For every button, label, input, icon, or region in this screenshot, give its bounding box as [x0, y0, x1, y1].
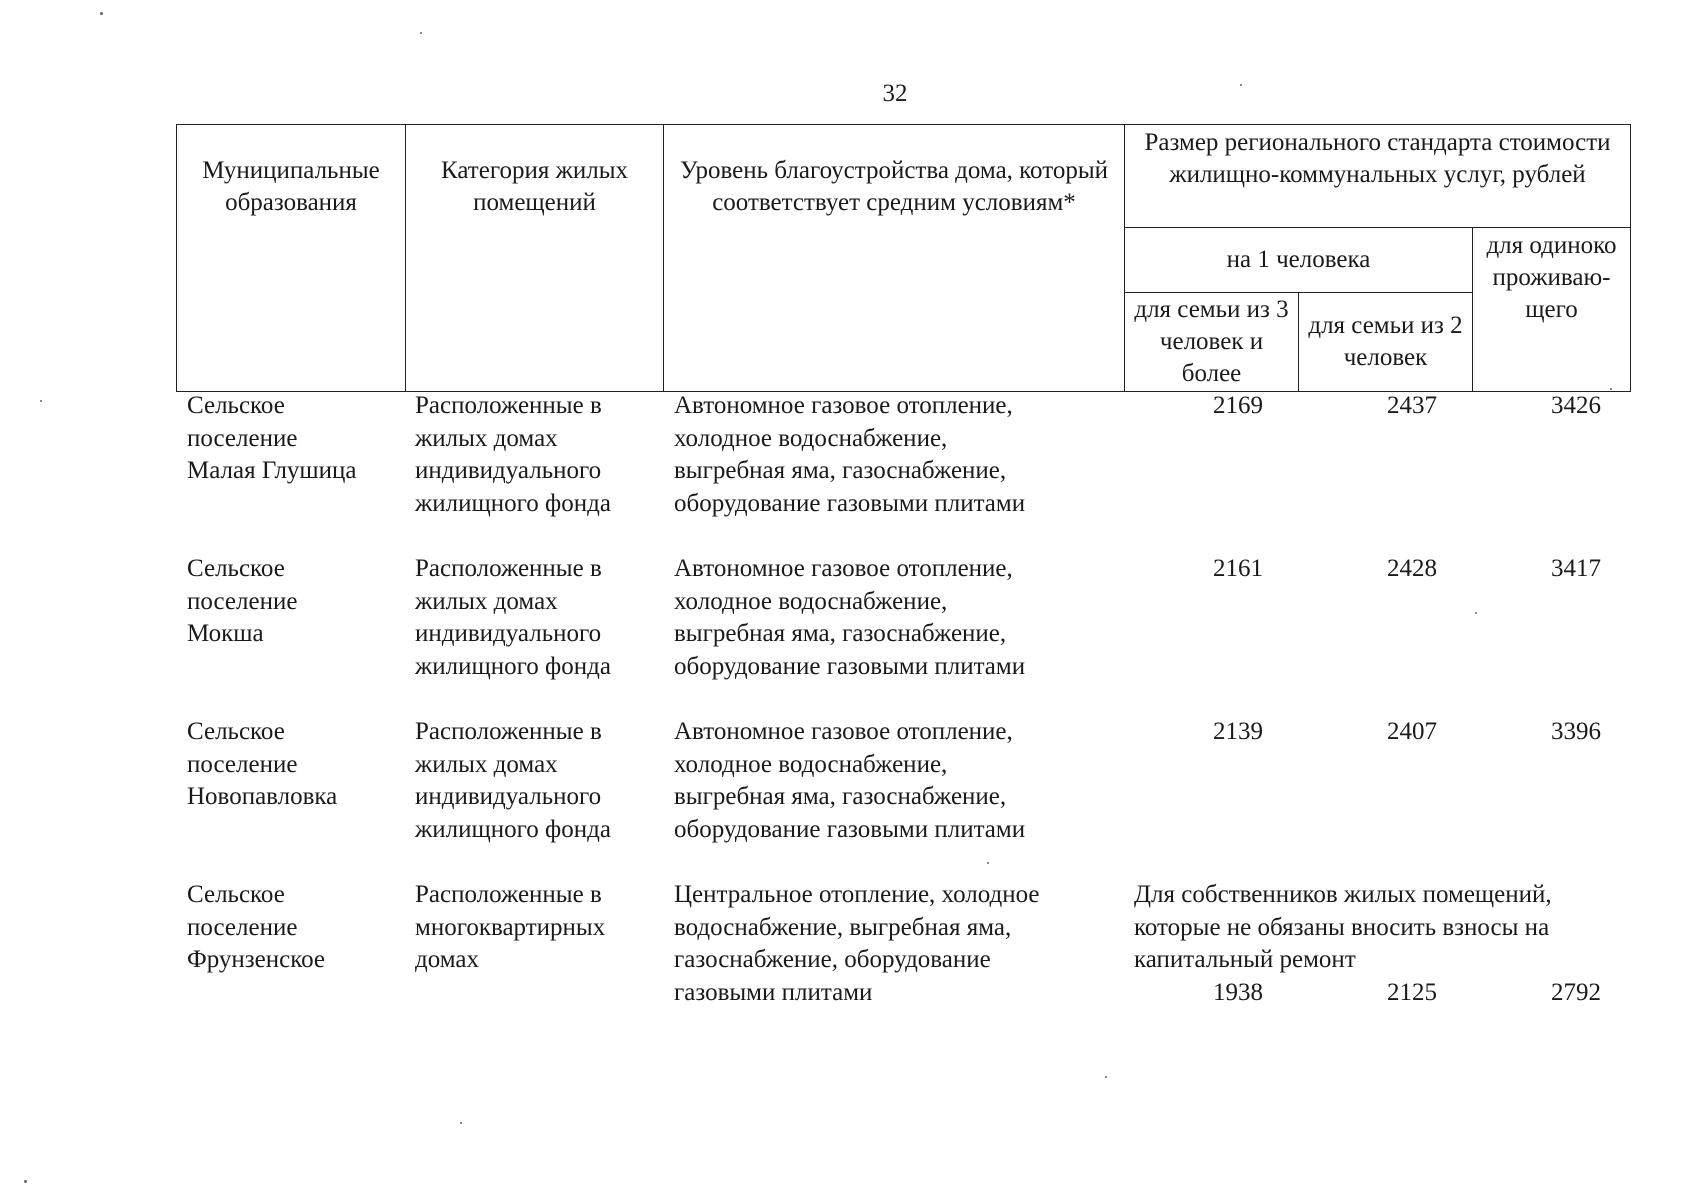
header-family-3: для семьи из 3 человек и более	[1125, 293, 1299, 392]
cell-owner-note: Для собственников жилых помещений, которые не обязаны вносить взносы на капитальный ремонт	[1134, 881, 1552, 973]
scan-speck	[460, 1122, 462, 1124]
cell-category: Расположенные в многоквартирных домах	[415, 881, 606, 973]
scan-speck	[1610, 388, 1612, 390]
cell-municipality: Сельское поселение Фрунзенское	[187, 881, 326, 973]
scan-speck	[1475, 612, 1477, 614]
header-municipalities: Муниципальные образования	[177, 125, 406, 392]
scan-speck	[1105, 1076, 1107, 1078]
cell-single-value: 2792	[1551, 979, 1601, 1006]
cell-single-value: 3396	[1551, 718, 1601, 745]
scan-speck	[24, 1180, 27, 1183]
cell-category: Расположенные в жилых домах индивидуального жилищного фонда	[415, 392, 611, 517]
header-category: Категория жилых помещений	[406, 125, 664, 392]
header-single: для одиноко проживаю-щего	[1473, 228, 1631, 392]
cell-family-2-value: 2437	[1387, 392, 1437, 419]
cell-category: Расположенные в жилых домах индивидуального жилищного фонда	[415, 555, 611, 680]
header-level: Уровень благоустройства дома, который соответствует средним условиям*	[664, 125, 1125, 392]
cell-municipality: Сельское поселение Малая Глушица	[187, 392, 357, 484]
scan-speck	[100, 12, 103, 15]
cell-family-3-value: 2169	[1213, 392, 1263, 419]
table-header	[176, 124, 1631, 392]
cell-level: Автономное газовое отопление, холодное водоснабжение, выгребная яма, газоснабжение, оборудование газовыми плитами	[674, 555, 1026, 680]
cell-single-value: 3417	[1551, 555, 1601, 582]
cell-category: Расположенные в жилых домах индивидуального жилищного фонда	[415, 718, 611, 843]
cell-level: Автономное газовое отопление, холодное водоснабжение, выгребная яма, газоснабжение, оборудование газовыми плитами	[674, 718, 1026, 843]
scan-speck	[40, 400, 42, 402]
cell-municipality: Сельское поселение Мокша	[187, 555, 298, 647]
cell-single-value: 3426	[1551, 392, 1601, 419]
cell-family-2-value: 2407	[1387, 718, 1437, 745]
header-per-person: на 1 человека	[1125, 228, 1473, 293]
cell-family-3-value: 2161	[1213, 555, 1263, 582]
scan-speck	[987, 862, 989, 864]
header-family-2: для семьи из 2 человек	[1299, 293, 1473, 392]
scan-speck	[420, 32, 422, 34]
page-number: 32	[882, 80, 908, 107]
cell-family-2-value: 2428	[1387, 555, 1437, 582]
header-standard-size: Размер регионального стандарта стоимости жилищно-коммунальных услуг, рублей	[1125, 125, 1631, 228]
cell-level: Центральное отопление, холодное водоснабжение, выгребная яма, газоснабжение, оборудование газовыми плитами	[674, 881, 1040, 1006]
scan-speck	[1240, 84, 1242, 86]
cell-level: Автономное газовое отопление, холодное водоснабжение, выгребная яма, газоснабжение, оборудование газовыми плитами	[674, 392, 1026, 517]
cell-family-3-value: 1938	[1213, 979, 1263, 1006]
cell-family-3-value: 2139	[1213, 718, 1263, 745]
cell-municipality: Сельское поселение Новопавловка	[187, 718, 338, 810]
cell-family-2-value: 2125	[1387, 979, 1437, 1006]
